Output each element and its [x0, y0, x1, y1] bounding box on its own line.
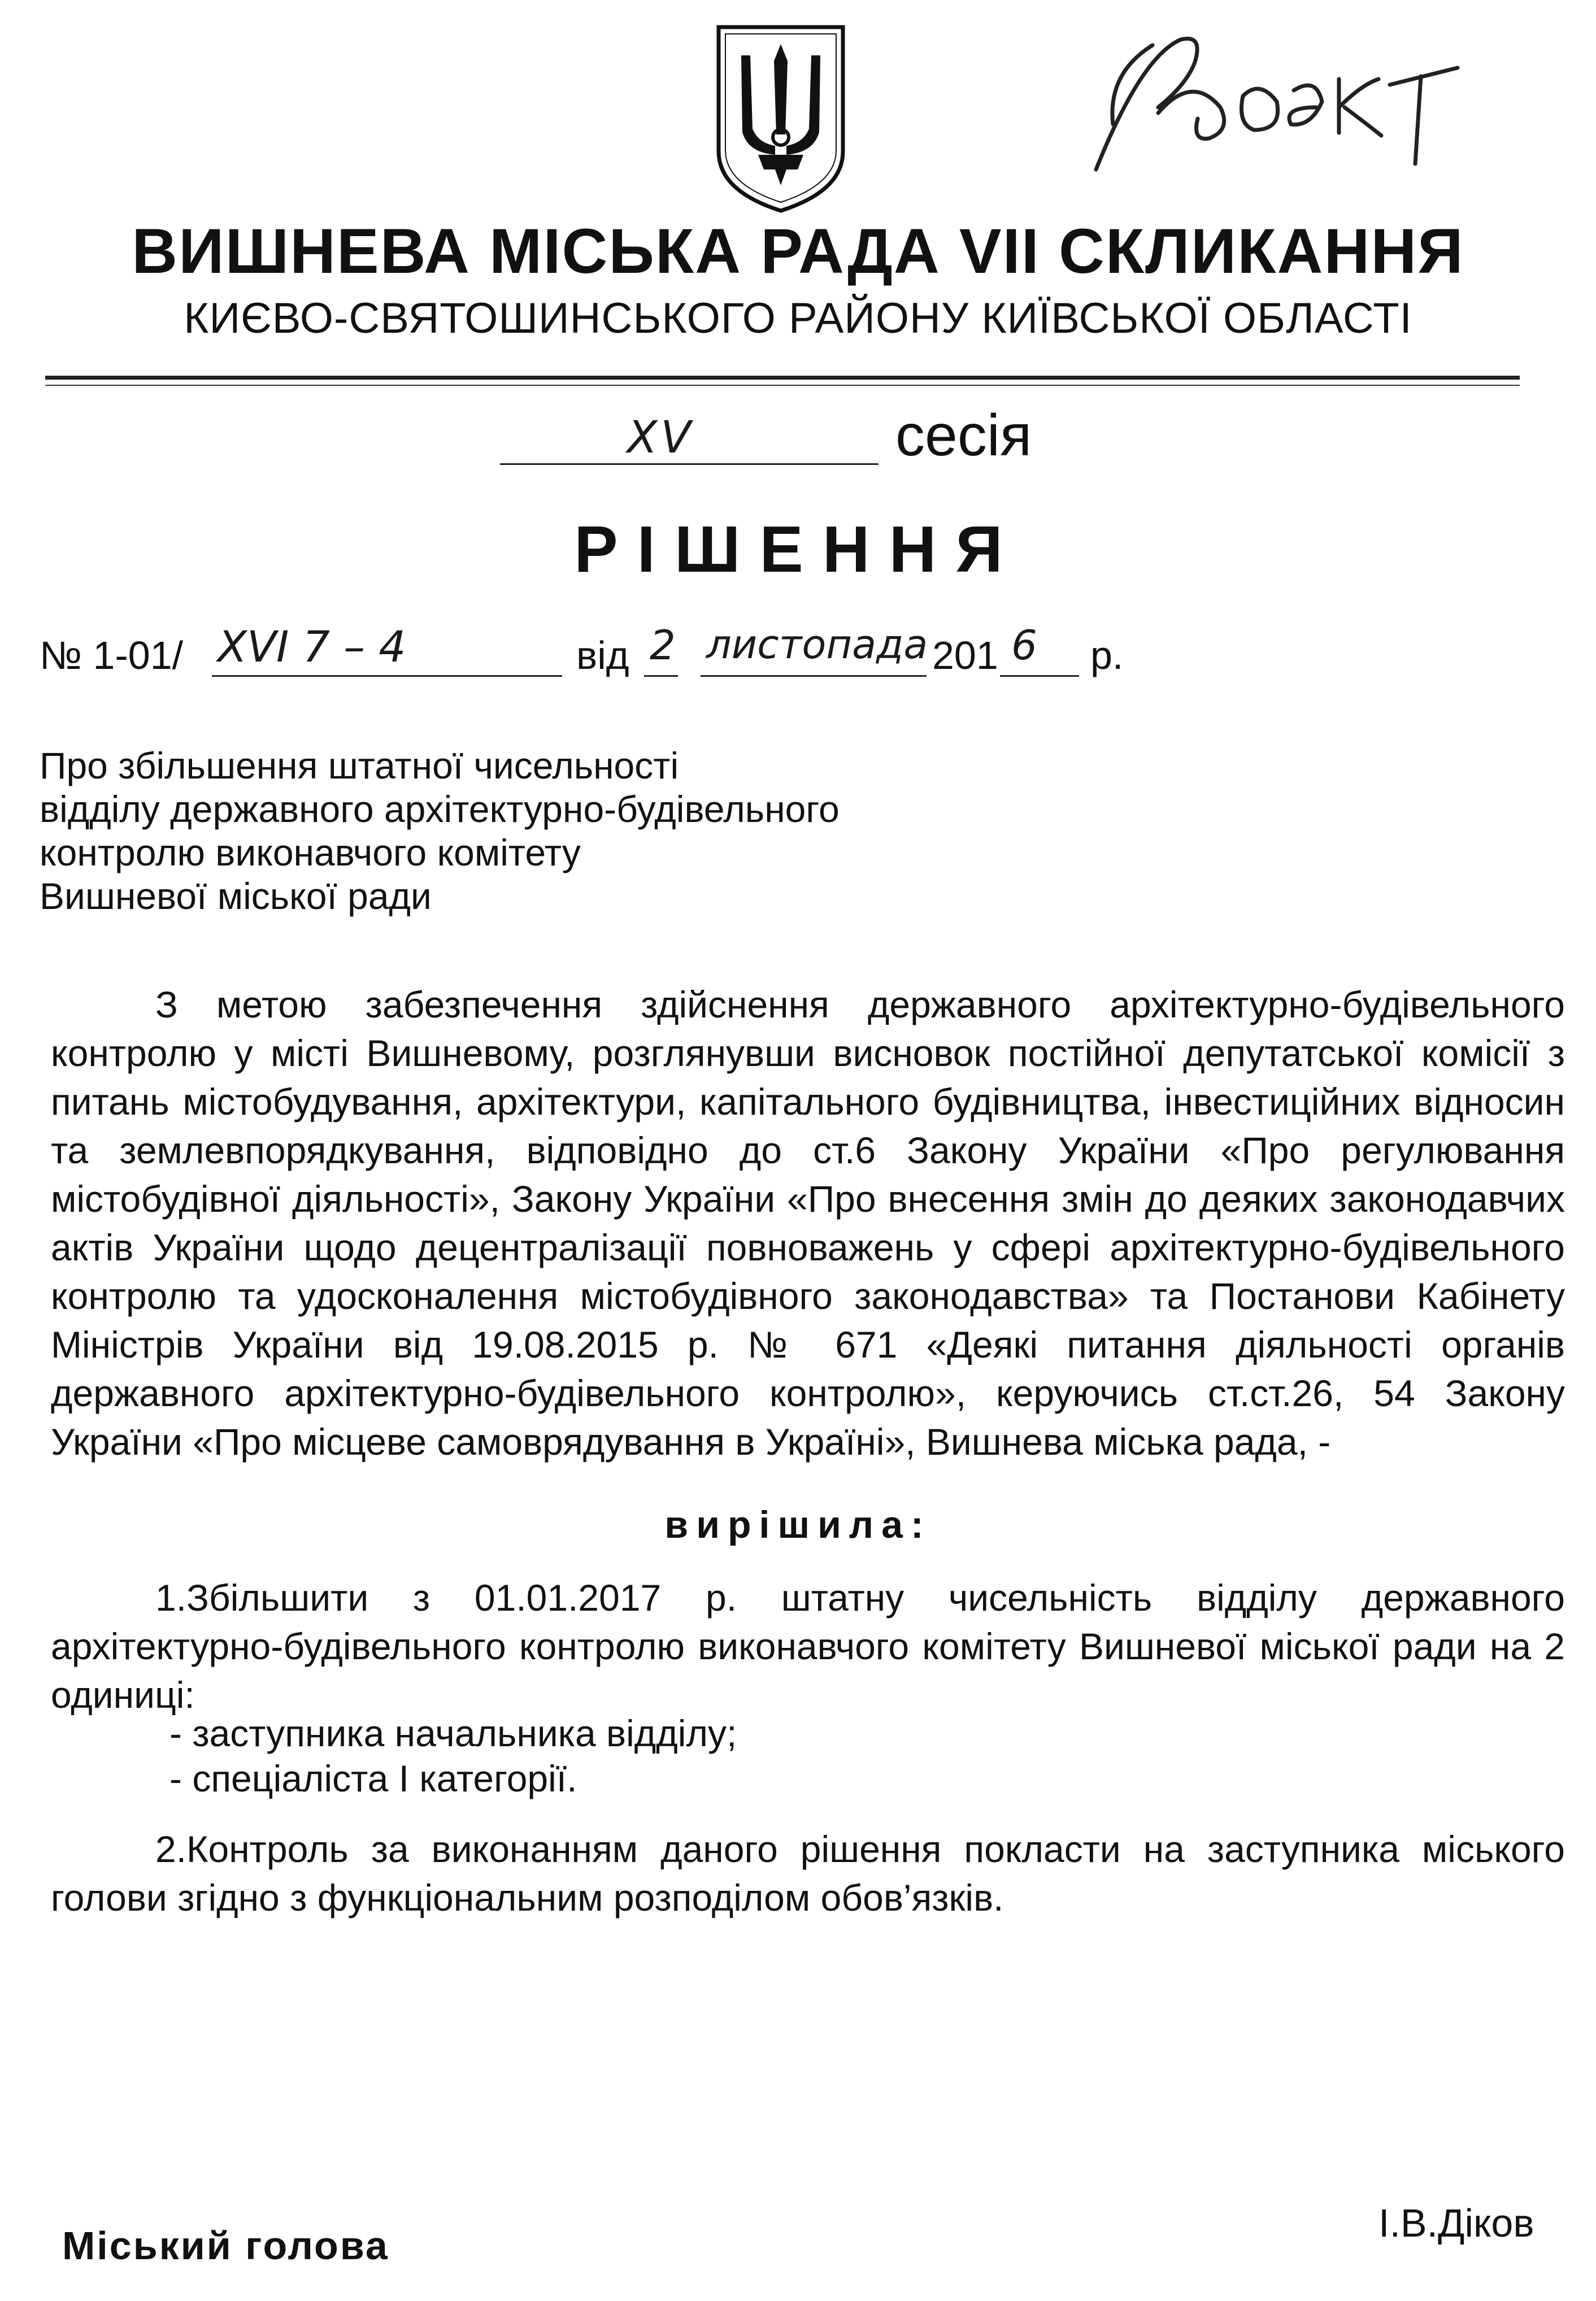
- date-prefix: від: [576, 633, 629, 677]
- date-day-underline: [644, 675, 678, 677]
- signature-position: Міський голова: [62, 2224, 389, 2268]
- decision-heading: РІШЕННЯ: [574, 512, 1022, 586]
- session-label: сесія: [895, 403, 1032, 468]
- preamble-paragraph: З метою забезпечення здійснення державного архітектурно-будівельного контролю у місті Вишневому, розглянувши висновок постійної депутатської комісії з питань містобудування, архітектури, капітального будівництва, інвестиційних відносин та землевпорядкування, відповідно до ст.6 Закону України «Про регулювання містобудівної діяльності», Закону України «Про внесення змін до деяких законодавчих актів України щодо децентралізації повноважень у сфері архітектурно-будівельного контролю та удосконалення містобудівного законодавства» та Постанови Кабінету Міністрів України від 19.08.2015 р. № 671 «Деякі питання діяльності органів державного архітектурно-будівельного контролю», керуючись ст.ст.26, 54 Закону України «Про місцеве самоврядування в Україні», Вишнева міська рада, -: [51, 984, 1565, 1463]
- date-year-prefix: 201: [932, 633, 998, 677]
- subject-line-1: Про збільшення штатної чисельності: [40, 745, 679, 786]
- decision-number-underline: [212, 675, 562, 677]
- session-underline: [500, 463, 879, 465]
- point-1-item-1: - заступника начальника відділу;: [169, 1712, 737, 1754]
- header-divider: [45, 376, 1520, 380]
- decision-number-prefix: № 1-01/: [40, 633, 184, 677]
- session-number: XV: [627, 412, 694, 463]
- subject-line-3: контролю виконавчого комітету: [40, 832, 581, 873]
- resolved-label: вирішила:: [664, 1503, 932, 1546]
- date-year-digit: 6: [1011, 621, 1037, 669]
- council-subtitle: КИЄВО-СВЯТОШИНСЬКОГО РАЙОНУ КИЇВСЬКОЇ ОБЛАСТІ: [184, 294, 1412, 342]
- trident-coat-of-arms-icon: [713, 21, 849, 214]
- subject-line-2: відділу державного архітектурно-будівельного: [40, 788, 840, 830]
- point-1-item-2: - спеціаліста І категорії.: [169, 1758, 577, 1799]
- date-day: 2: [650, 621, 676, 669]
- date-year-underline: [1000, 675, 1079, 677]
- signature-name: І.В.Діков: [1378, 2201, 1534, 2245]
- point-1: 1.Збільшити з 01.01.2017 р. штатну чисельність відділу державного архітектурно-будівельного контролю виконавчого комітету Вишневої міської ради на 2 одиниці:: [51, 1577, 1565, 1716]
- date-year-suffix: р.: [1090, 633, 1124, 677]
- draft-handwritten-stamp: [1073, 23, 1469, 209]
- council-title: ВИШНЕВА МІСЬКА РАДА VII СКЛИКАННЯ: [132, 216, 1464, 286]
- point-2: 2.Контроль за виконанням даного рішення покласти на заступника міського голови згідно з функціональним розподілом обов’язків.: [51, 1828, 1565, 1919]
- decision-number-handwritten: XVI 7 – 4: [218, 621, 406, 672]
- date-month: листопада: [706, 621, 928, 668]
- header-divider-thin: [45, 385, 1520, 386]
- subject-line-4: Вишневої міської ради: [40, 875, 432, 917]
- date-month-underline: [701, 675, 927, 677]
